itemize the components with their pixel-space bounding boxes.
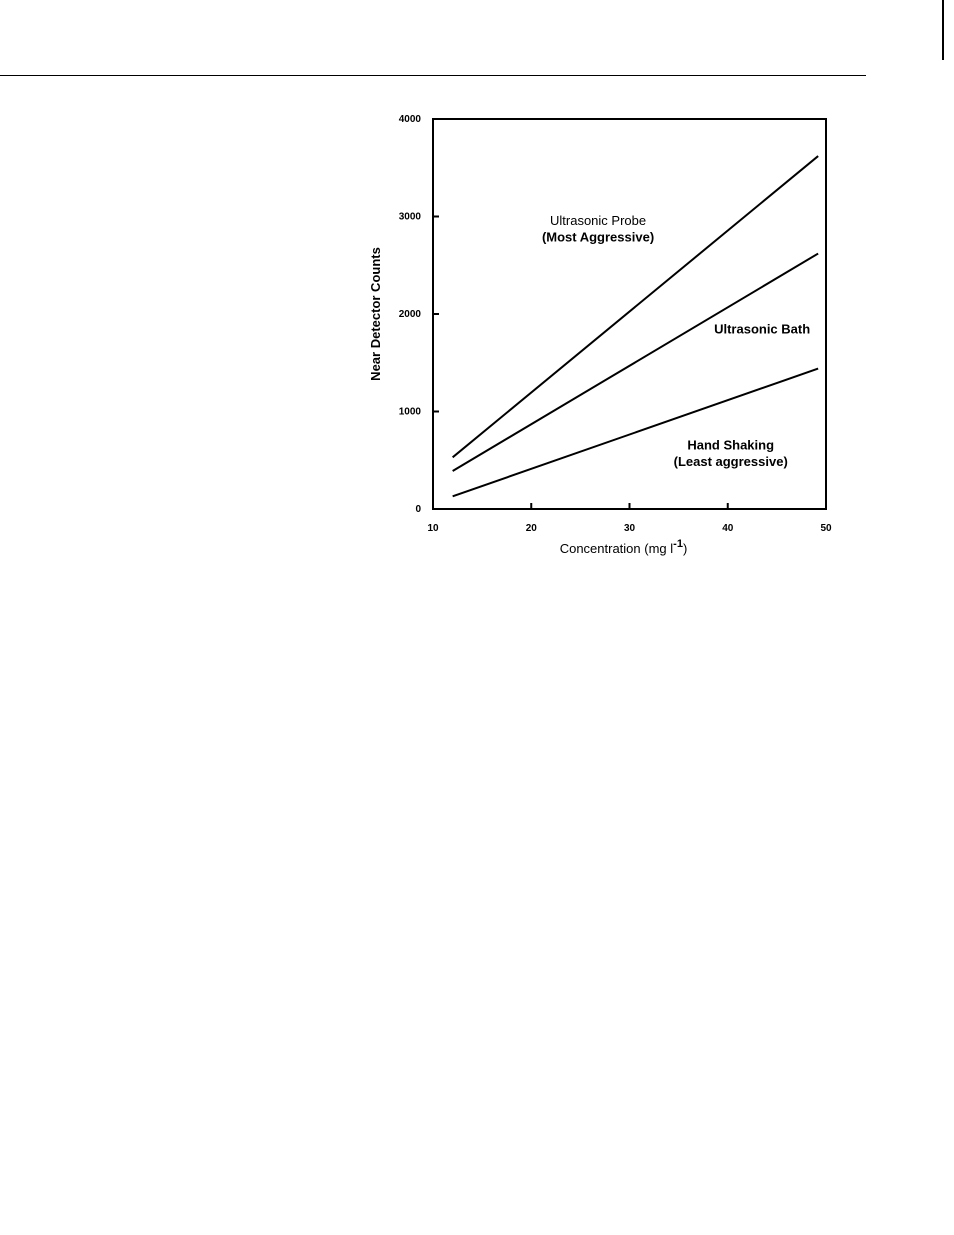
line-chart: [350, 100, 850, 570]
series-line-ultrasonic-probe: [453, 156, 818, 457]
x-tick-label: 30: [623, 523, 636, 534]
annotation-bath: Ultrasonic Bath: [714, 321, 811, 337]
x-axis-title-tail: ): [682, 541, 688, 556]
y-tick-label: 1000: [398, 406, 421, 418]
series-line-hand-shaking: [453, 369, 818, 497]
x-axis-title-main: Concentration (mg l: [559, 541, 674, 556]
annotation-hand-line2: (Least aggressive): [673, 454, 788, 470]
y-tick-label: 0: [415, 504, 421, 515]
x-axis-title-sup: -1: [673, 538, 683, 550]
annotation-hand-line1: Hand Shaking: [687, 437, 775, 453]
y-axis-title: Near Detector Counts: [368, 247, 383, 381]
x-axis-ticks: [427, 503, 832, 534]
x-axis-title: [560, 538, 688, 556]
y-tick-label: 4000: [398, 114, 421, 125]
header-rule: [0, 75, 866, 76]
margin-rule: [942, 0, 944, 60]
annotations-layer: [542, 213, 810, 469]
x-tick-label: 10: [427, 523, 439, 534]
annotation-probe-line1: Ultrasonic Probe: [550, 212, 647, 228]
x-tick-label: 40: [722, 523, 734, 534]
annotation-probe-line2: (Most Aggressive): [541, 229, 655, 245]
x-tick-label: 50: [820, 523, 832, 534]
y-tick-label: 3000: [398, 211, 421, 223]
x-tick-label: 20: [525, 523, 537, 534]
y-tick-label: 2000: [398, 309, 421, 320]
